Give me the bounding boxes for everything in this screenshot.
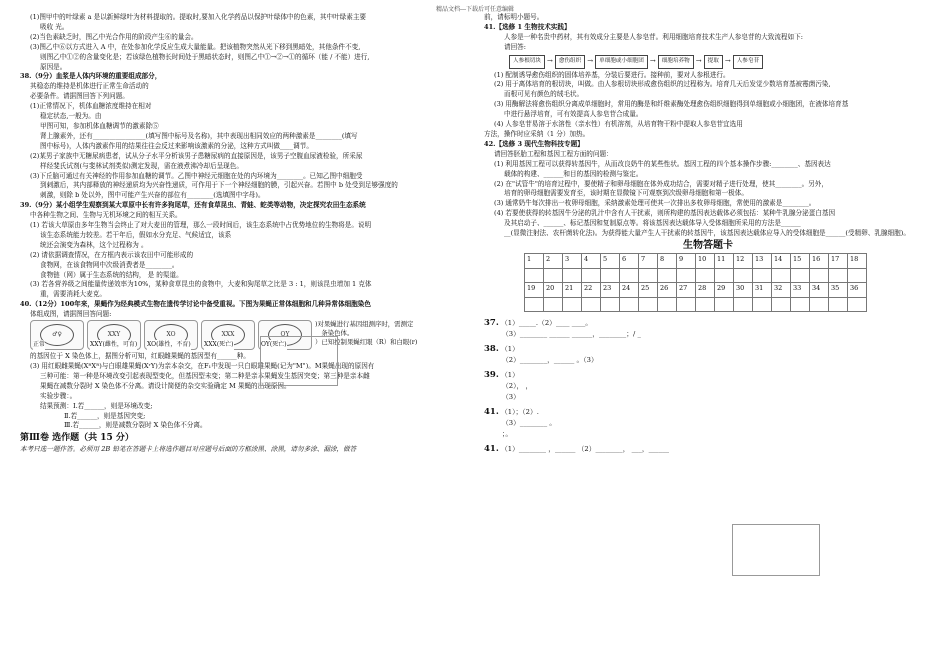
answer-cell-19[interactable]: 19 bbox=[525, 282, 544, 297]
answer-fill-cell[interactable] bbox=[639, 268, 658, 282]
text-line: 肾上腺素外，还有________________(填写图中标号及名称)，其中表现出相同效应的两种激素是________(填写 bbox=[40, 131, 358, 140]
text-line: (1) 利用基因工程可以获得转基因牛，从而改良奶牛的某些性状。基因工程的四个基本操作步骤:________、基因表达 bbox=[494, 159, 831, 168]
text-line: 到刺激后，其内部释放的神经递质均为兴奋性递质，可作用于下一个神经细胞的膜，引起兴奋。若图中 b 处受到足够强度的 bbox=[40, 181, 398, 190]
text-line: 体组成图，请据图回答问题: bbox=[30, 310, 112, 319]
text-line: (2) 在"试管牛"的培育过程中，要使精子和卵母细胞在体外成功结合，需要对精子进行处理，使其________。另外， bbox=[494, 179, 828, 188]
flow-step: 提取 bbox=[704, 55, 723, 69]
figure-side-text: )对果蝇进行基因组测序时，需测定 __条染色体。 ）已知控制果蝇红眼（R）和白眼(r) bbox=[315, 320, 418, 347]
answer-cell-26[interactable]: 26 bbox=[658, 282, 677, 297]
answer-line[interactable]: （2）， ， bbox=[502, 381, 533, 390]
arrow-right-icon: → bbox=[587, 56, 594, 65]
answer-line[interactable]: （1） bbox=[500, 370, 519, 379]
text-line: (2) 用于离体培育的根切块，叫做。由人参根切块形成愈伤组织的过程称为。培育几天后发觉少数培育基被霉菌污染, bbox=[494, 80, 831, 89]
answer-fill-cell[interactable] bbox=[696, 268, 715, 282]
text-line: 甲图可知，参加机体血糖调节的激素除⑤ bbox=[40, 121, 159, 130]
answer-cell-13[interactable]: 13 bbox=[753, 253, 772, 268]
answer-cell-4[interactable]: 4 bbox=[582, 253, 601, 268]
answer-fill-cell[interactable] bbox=[620, 297, 639, 311]
text-line: 载体的构建、______和目的基因的检测与鉴定。 bbox=[504, 169, 643, 178]
text-line: 实验步骤：。 bbox=[40, 391, 77, 400]
text-line: 培育的卵母细胞需要发育至，该时期在显微镜下可观察到次级卵母细胞和第一极体。 bbox=[504, 189, 748, 198]
answer-cell-2[interactable]: 2 bbox=[544, 253, 563, 268]
text-line: 其稳态的维持是机体进行正常生命活动的 bbox=[30, 82, 149, 91]
written-answers bbox=[484, 318, 932, 455]
section-3-note: 本考只选一题作答。必须用 2B 铅笔在答题卡上将选作题目对应题号后面的方框涂黑、涂黑，请勿多涂、漏涂，做答 bbox=[20, 445, 357, 454]
flow-step: 愈伤组织 bbox=[555, 55, 585, 69]
right-question-block bbox=[484, 13, 932, 53]
text-line: 请回答胚胎工程和基因工程方面的问题： bbox=[494, 149, 613, 158]
answer-cell-16[interactable]: 16 bbox=[810, 253, 829, 268]
answer-fill-cell[interactable] bbox=[791, 268, 810, 282]
answer-fill-cell[interactable] bbox=[734, 297, 753, 311]
text-line: 38.（9分）血浆是人体内环境的重要组成部分， bbox=[20, 72, 162, 81]
answer-cell-1[interactable]: 1 bbox=[525, 253, 544, 268]
answer-drawing-box[interactable] bbox=[732, 524, 820, 576]
answer-number: 37. bbox=[484, 317, 499, 328]
answer-cell-25[interactable]: 25 bbox=[639, 282, 658, 297]
answer-fill-cell[interactable] bbox=[753, 268, 772, 282]
text-line: 及其启动子、______、标记基因和复制原点等。将该基因表达载体导入受体细胞所采用的方法是______ bbox=[504, 219, 801, 228]
answer-block bbox=[484, 370, 932, 403]
answer-fill-cell[interactable] bbox=[677, 297, 696, 311]
answer-grid bbox=[524, 253, 867, 312]
answer-cell-17[interactable]: 17 bbox=[829, 253, 848, 268]
flow-step: 人参皂苷 bbox=[733, 55, 763, 69]
text-line: 则图乙中①②的含量变化是；若该绿色植物长时间处于黑暗状态时，则图乙中①→②→①的循环（能 / 不能）进行, bbox=[40, 52, 370, 61]
answer-cell-34[interactable]: 34 bbox=[810, 282, 829, 297]
answer-line[interactable]: （1）________ ，______ （2）________， ___，______ bbox=[500, 444, 670, 453]
fruitfly-chromosome-figure bbox=[20, 320, 472, 350]
answer-block bbox=[484, 318, 932, 340]
text-line: (3)图乙中⑥以方式进入 A 中，在处参加化学反应生成大量能量。把该植物突然从光下移到黑暗处，其他条件不变, bbox=[30, 42, 361, 51]
flow-step: 单细胞或小细胞团 bbox=[595, 55, 648, 69]
text-line: (1)正常情况下，机体血糖浓度维持在相对 bbox=[30, 102, 152, 111]
answer-cell-33[interactable]: 33 bbox=[791, 282, 810, 297]
answer-fill-cell[interactable] bbox=[772, 297, 791, 311]
text-line: 的基因位于 X 染色体上，据图分析可知，红眼雌果蝇的基因型有______种。 bbox=[30, 352, 250, 361]
text-line: Ⅱ.若______，则是基因突变; bbox=[64, 411, 146, 420]
answer-cell-12[interactable]: 12 bbox=[734, 253, 753, 268]
answer-fill-cell[interactable] bbox=[582, 297, 601, 311]
answer-fill-cell[interactable] bbox=[715, 268, 734, 282]
answer-cell-5[interactable]: 5 bbox=[601, 253, 620, 268]
answer-number: 38. bbox=[484, 343, 499, 354]
left-column bbox=[20, 13, 472, 455]
text-line: 刺激，则除 b 处以外，图中可能产生兴奋的部位有________(选填图中字母)。 bbox=[40, 191, 265, 200]
answer-line[interactable]: （1） bbox=[500, 344, 519, 353]
text-line: 图中标号)，人体内激素作用的结果往往会反过来影响该激素的分泌，这种方式叫做____调节。 bbox=[40, 141, 313, 150]
answer-fill-cell[interactable] bbox=[639, 297, 658, 311]
answer-fill-cell[interactable] bbox=[563, 268, 582, 282]
text-line: (1) 若该大草原由多年生物当会终止了对大麦田的管理，那么一段时间后，该生态系统中占优势地位的生物将是。说明 bbox=[30, 221, 372, 230]
text-line: 食物网，在该食物网中次级消费者是________。 bbox=[40, 260, 179, 269]
answer-fill-cell[interactable] bbox=[791, 297, 810, 311]
answer-number: 41. bbox=[484, 406, 499, 417]
answer-fill-cell[interactable] bbox=[810, 268, 829, 282]
text-line: 42.【选修 3 现代生物科技专题】 bbox=[484, 139, 584, 148]
answer-cell-10[interactable]: 10 bbox=[696, 253, 715, 268]
text-line: 结果预测：Ⅰ.若______，则是环境改变; bbox=[40, 401, 153, 410]
text-line: 请回答: bbox=[504, 42, 527, 51]
answer-grid-row-blank bbox=[525, 268, 867, 282]
answer-cell-18[interactable]: 18 bbox=[848, 253, 867, 268]
text-line: 三种可能：第一种是环境改变引起表现型变化，但基因型未变；第二种是亲本果蝇发生基因突变；第三种是亲本雌 bbox=[40, 371, 370, 380]
answer-fill-cell[interactable] bbox=[620, 268, 639, 282]
flow-step: 细胞培养物 bbox=[658, 55, 694, 69]
text-line: 稳定状态,一般为。由 bbox=[40, 112, 102, 121]
answer-fill-cell[interactable] bbox=[829, 268, 848, 282]
text-line: 中进行悬浮培育，可有效提高人参皂苷合成量。 bbox=[504, 110, 643, 119]
ginseng-flowchart bbox=[509, 55, 932, 69]
answer-fill-cell[interactable] bbox=[601, 297, 620, 311]
answer-block bbox=[484, 344, 932, 366]
answer-fill-cell[interactable] bbox=[810, 297, 829, 311]
text-line: 而根可见有颜色的绒毛状。 bbox=[504, 90, 584, 99]
answer-fill-cell[interactable] bbox=[544, 268, 563, 282]
answer-block bbox=[484, 407, 932, 440]
text-line: 吸收 光。 bbox=[40, 22, 69, 31]
right-column bbox=[484, 13, 932, 459]
answer-grid-row bbox=[525, 253, 867, 268]
answer-cell-27[interactable]: 27 bbox=[677, 282, 696, 297]
answer-fill-cell[interactable] bbox=[544, 297, 563, 311]
chromosome-cell-xxy: XXY XXY(雌性，可育) bbox=[87, 320, 141, 350]
answer-cell-21[interactable]: 21 bbox=[563, 282, 582, 297]
page-header: 精品文档---下载后可任意编辑 bbox=[435, 6, 515, 13]
text-line: (4) 人参皂苷易溶于水溶性（亲水性）有机溶剂，从培育物干粉中提取人参皂苷宜选用 bbox=[494, 120, 743, 129]
flow-step: 人参根切块 bbox=[509, 55, 545, 69]
text-line: (3)下丘脑可通过有关神经的作用参加血糖的调节。乙图中神经元细胞在处的内环境为________。已知乙图中细胞受 bbox=[30, 171, 363, 180]
text-line: (2) 请依据调查情况，在方框内表示该农田中可能形成的 bbox=[30, 250, 194, 259]
text-line: 重，需要消耗大麦克。 bbox=[40, 290, 106, 299]
answer-cell-32[interactable]: 32 bbox=[772, 282, 791, 297]
answer-fill-cell[interactable] bbox=[525, 268, 544, 282]
arrow-right-icon: → bbox=[546, 56, 553, 65]
answer-sheet-title: 生物答题卡 bbox=[683, 239, 733, 251]
left-question-block bbox=[20, 13, 472, 320]
answer-line[interactable]: （3）________ ______ ______，________；/ _ bbox=[502, 329, 641, 338]
answer-fill-cell[interactable] bbox=[829, 297, 848, 311]
answer-fill-cell[interactable] bbox=[772, 268, 791, 282]
chromosome-cell-normal: ♂♀ 正常 bbox=[30, 320, 84, 350]
answer-cell-15[interactable]: 15 bbox=[791, 253, 810, 268]
answer-cell-20[interactable]: 20 bbox=[544, 282, 563, 297]
answer-cell-3[interactable]: 3 bbox=[563, 253, 582, 268]
answer-block bbox=[484, 444, 932, 455]
text-line: 该生态系统能力较差。若干年后，假如水分充足、气候适宜，该系 bbox=[40, 230, 232, 239]
arrow-right-icon: → bbox=[724, 56, 731, 65]
answer-line[interactable]: （2）________，______ 。（3） bbox=[502, 355, 598, 364]
answer-cell-23[interactable]: 23 bbox=[601, 282, 620, 297]
text-line: (3) 若各营养级之间能量传递效率为10%，某种食草昆虫的食物中，大麦和狗尾草之比是 3 : 1，则该昆虫增加 1 克体 bbox=[30, 280, 372, 289]
answer-cell-22[interactable]: 22 bbox=[582, 282, 601, 297]
answer-cell-7[interactable]: 7 bbox=[639, 253, 658, 268]
text-line: 中各种生物之间、生物与无机环境之间的相互关系。 bbox=[30, 211, 182, 220]
answer-fill-cell[interactable] bbox=[715, 297, 734, 311]
arrow-right-icon: → bbox=[649, 56, 656, 65]
answer-grid-row bbox=[525, 282, 867, 297]
answer-cell-24[interactable]: 24 bbox=[620, 282, 639, 297]
text-line: 人参是一种名贵中药材，其有效成分主要是人参皂苷。利用细胞培育技术生产人参皂苷的大致流程如下: bbox=[504, 32, 803, 41]
text-line: (3) 通常奶牛每次排出一枚卵母细胞，采纳激素处理可使其一次排出多枚卵母细胞，常使用的激素是________。 bbox=[494, 199, 816, 208]
answer-line[interactable]: （3） bbox=[502, 392, 520, 401]
text-line: 样经斐氏试剂(与斐林试剂类似)测定发现，需在液煮沸冷却后呈现色。 bbox=[40, 161, 243, 170]
answer-fill-cell[interactable] bbox=[525, 297, 544, 311]
chromosome-cell-xxx: XXX XXX(死亡) bbox=[201, 320, 255, 350]
answer-fill-cell[interactable] bbox=[848, 268, 867, 282]
text-line: (4) 若要使获得的转基因牛分泌的乳汁中含有人干扰素，则所构建的基因表达载体必须包括：某种牛乳腺分泌蛋白基因 bbox=[494, 209, 836, 218]
answer-cell-36[interactable]: 36 bbox=[848, 282, 867, 297]
answer-cell-31[interactable]: 31 bbox=[753, 282, 772, 297]
answer-grid-row-blank bbox=[525, 297, 867, 311]
section-3-title: 第Ⅲ卷 选作题（共 15 分） bbox=[20, 433, 134, 444]
answer-fill-cell[interactable] bbox=[753, 297, 772, 311]
answer-line[interactable]: （1）_____.（2）____ ____。 bbox=[500, 318, 593, 327]
text-line: (2)某男子家族中无糖尿病患者，试从分子水平分析该男子患糖尿病的直接原因是，该男子空腹血尿液检验，所采尿 bbox=[30, 151, 363, 160]
text-line: __(显微注射法、农杆菌转化法)。为获得能大量产生人干扰素的转基因牛，该基因表达载体应导入的受体细胞是______(受精卵、乳腺细胞)。 bbox=[504, 229, 910, 238]
text-line: Ⅲ.若______，则是减数分裂时 X 染色体不分离。 bbox=[64, 421, 207, 430]
answer-number: 41. bbox=[484, 443, 499, 454]
text-line: 食物链（网）属于生态系统的结构， 是 的渠道。 bbox=[40, 270, 183, 279]
answer-cell-9[interactable]: 9 bbox=[677, 253, 696, 268]
answer-cell-8[interactable]: 8 bbox=[658, 253, 677, 268]
text-line: 必要条件。请据图回答下列问题。 bbox=[30, 92, 129, 101]
answer-cell-6[interactable]: 6 bbox=[620, 253, 639, 268]
text-line: 40.（12分）100年来，果蝇作为经典模式生物在遗传学讨论中备受重视。下图为果蝇正常体细胞和几种异常体细胞染色 bbox=[20, 300, 371, 309]
right-question-block-2 bbox=[484, 71, 932, 239]
answer-cell-35[interactable]: 35 bbox=[829, 282, 848, 297]
chromosome-cell-xo: XO XO(雄性，不育) bbox=[144, 320, 198, 350]
answer-cell-30[interactable]: 30 bbox=[734, 282, 753, 297]
answer-cell-14[interactable]: 14 bbox=[772, 253, 791, 268]
text-line: (3) 用红眼雌果蝇(XᴿXᴿ)与白眼雄果蝇(XʳY)为亲本杂交，在F₁中发现一只白眼雄果蝇(记为"M")。M果蝇出现的原因有 bbox=[30, 362, 375, 370]
answer-fill-cell[interactable] bbox=[563, 297, 582, 311]
food-web-answer-box[interactable] bbox=[260, 336, 338, 386]
arrow-right-icon: → bbox=[695, 56, 702, 65]
answer-number: 39. bbox=[484, 369, 499, 380]
text-line: (3) 用酶解法将愈伤组织分离成单细胞时，常用的酶是和纤维素酶处理愈伤组织细胞得到单细胞或小细胞团，在液体培育基 bbox=[494, 100, 849, 109]
left-question-block-2 bbox=[20, 352, 472, 431]
answer-fill-cell[interactable] bbox=[677, 268, 696, 282]
answer-fill-cell[interactable] bbox=[848, 297, 867, 311]
answer-fill-cell[interactable] bbox=[734, 268, 753, 282]
text-line: 41.【选修 1 生物技术实践】 bbox=[484, 22, 571, 31]
text-line: 原因是。 bbox=[40, 62, 67, 71]
answer-fill-cell[interactable] bbox=[658, 268, 677, 282]
answer-fill-cell[interactable] bbox=[658, 297, 677, 311]
text-line: 果蝇在减数分裂时 X 染色体不分离。请设计简便的杂交实验确定 M 果蝇的出现原因。 bbox=[40, 381, 291, 390]
text-line: 39.（9分）某小组学生观察到某大草原中长有许多狗尾草，还有食草昆虫、青蛙、蛇类等动物，决定探究农田生态系统 bbox=[20, 201, 366, 210]
text-line: (1)图甲中的叶绿素 a 是以新鲜绿叶为材料提取的。提取时,要加入化学药品以保护叶绿体中的色素，其中叶绿素主要 bbox=[30, 13, 367, 21]
text-line: 方法，操作时应采纳（1 分）加热。 bbox=[484, 129, 590, 138]
answer-line[interactable]: （1）；（2）. bbox=[500, 407, 539, 416]
answer-fill-cell[interactable] bbox=[696, 297, 715, 311]
text-line: 统还会演变为森林，这个过程称为 。 bbox=[40, 240, 148, 249]
answer-fill-cell[interactable] bbox=[582, 268, 601, 282]
answer-cell-29[interactable]: 29 bbox=[715, 282, 734, 297]
text-line: 前，请标明小题号。 bbox=[484, 13, 544, 21]
answer-fill-cell[interactable] bbox=[601, 268, 620, 282]
answer-cell-11[interactable]: 11 bbox=[715, 253, 734, 268]
answer-cell-28[interactable]: 28 bbox=[696, 282, 715, 297]
text-line: (2)当色素缺乏时，图乙中光合作用的阶段产生⑥的量会。 bbox=[30, 32, 198, 41]
text-line: (1) 配制诱导愈伤组织的固体培养基，分装后要进行。接种前，要对人参根进行。 bbox=[494, 70, 730, 79]
answer-line[interactable]: ；。 bbox=[502, 429, 513, 438]
answer-line[interactable]: （3）________ 。 bbox=[502, 418, 557, 427]
chromosome-cell-oy: OY OY(死亡) bbox=[258, 320, 312, 350]
